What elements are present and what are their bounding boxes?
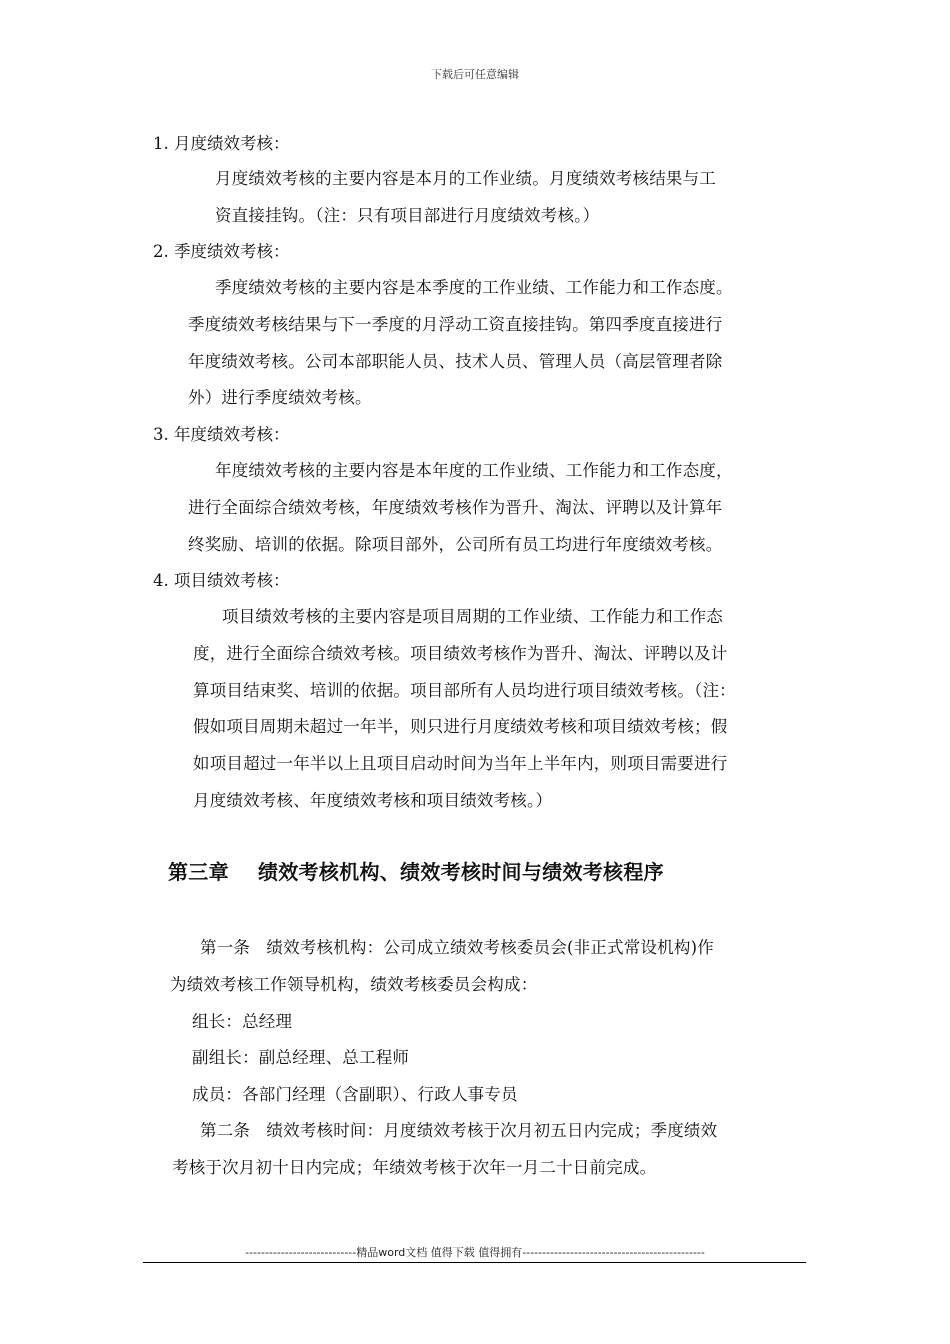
chapter-heading: 第三章 绩效考核机构、绩效考核时间与绩效考核程序 — [168, 860, 664, 884]
committee-member: 成员：各部门经理（含副职）、行政人事专员 — [192, 1085, 518, 1104]
article-line: 第一条 绩效考核机构：公司成立绩效考核委员会(非正式常设机构)作 — [200, 938, 714, 957]
page-footer: ----------------------------精品word文档 值得下载 值得拥有---------------------------------------------- — [245, 1246, 705, 1259]
article-line: 第二条 绩效考核时间：月度绩效考核于次月初五日内完成；季度绩效 — [200, 1121, 718, 1140]
committee-member: 副组长：副总经理、总工程师 — [192, 1048, 410, 1067]
item-title: 1. 月度绩效考核： — [153, 134, 290, 153]
item-title: 2. 季度绩效考核： — [153, 242, 290, 261]
article-line: 考核于次月初十日内完成；年绩效考核于次年一月二十日前完成。 — [172, 1158, 657, 1177]
article-line: 为绩效考核工作领导机构，绩效考核委员会构成： — [170, 975, 538, 994]
paragraph-line: 季度绩效考核结果与下一季度的月浮动工资直接挂钩。第四季度直接进行 — [188, 315, 723, 334]
paragraph-line: 外）进行季度绩效考核。 — [188, 388, 372, 407]
paragraph-line: 季度绩效考核的主要内容是本季度的工作业绩、工作能力和工作态度。 — [215, 278, 733, 297]
paragraph-line: 如项目超过一年半以上且项目启动时间为当年上半年内，则项目需要进行 — [193, 754, 728, 773]
paragraph-line: 假如项目周期未超过一年半，则只进行月度绩效考核和项目绩效考核；假 — [193, 717, 728, 736]
paragraph-line: 项目绩效考核的主要内容是项目周期的工作业绩、工作能力和工作态 — [222, 607, 723, 626]
paragraph-line: 进行全面综合绩效考核，年度绩效考核作为晋升、淘汰、评聘以及计算年 — [188, 498, 723, 517]
paragraph-line: 资直接挂钩。（注：只有项目部进行月度绩效考核。） — [215, 206, 600, 225]
paragraph-line: 月度绩效考核的主要内容是本月的工作业绩。月度绩效考核结果与工 — [215, 169, 716, 188]
item-title: 4. 项目绩效考核： — [153, 571, 290, 590]
paragraph-line: 度，进行全面综合绩效考核。项目绩效考核作为晋升、淘汰、评聘以及计 — [193, 644, 728, 663]
page-header: 下载后可任意编辑 — [431, 68, 519, 81]
paragraph-line: 终奖励、培训的依据。除项目部外，公司所有员工均进行年度绩效考核。 — [188, 535, 723, 554]
committee-member: 组长：总经理 — [192, 1012, 293, 1031]
footer-rule — [143, 1262, 806, 1263]
paragraph-line: 算项目结束奖、培训的依据。项目部所有人员均进行项目绩效考核。（注： — [193, 681, 736, 700]
paragraph-line: 年度绩效考核。公司本部职能人员、技术人员、管理人员（高层管理者除 — [188, 352, 723, 371]
paragraph-line: 月度绩效考核、年度绩效考核和项目绩效考核。） — [193, 791, 553, 810]
paragraph-line: 年度绩效考核的主要内容是本年度的工作业绩、工作能力和工作态度， — [215, 461, 733, 480]
item-title: 3. 年度绩效考核： — [153, 425, 290, 444]
